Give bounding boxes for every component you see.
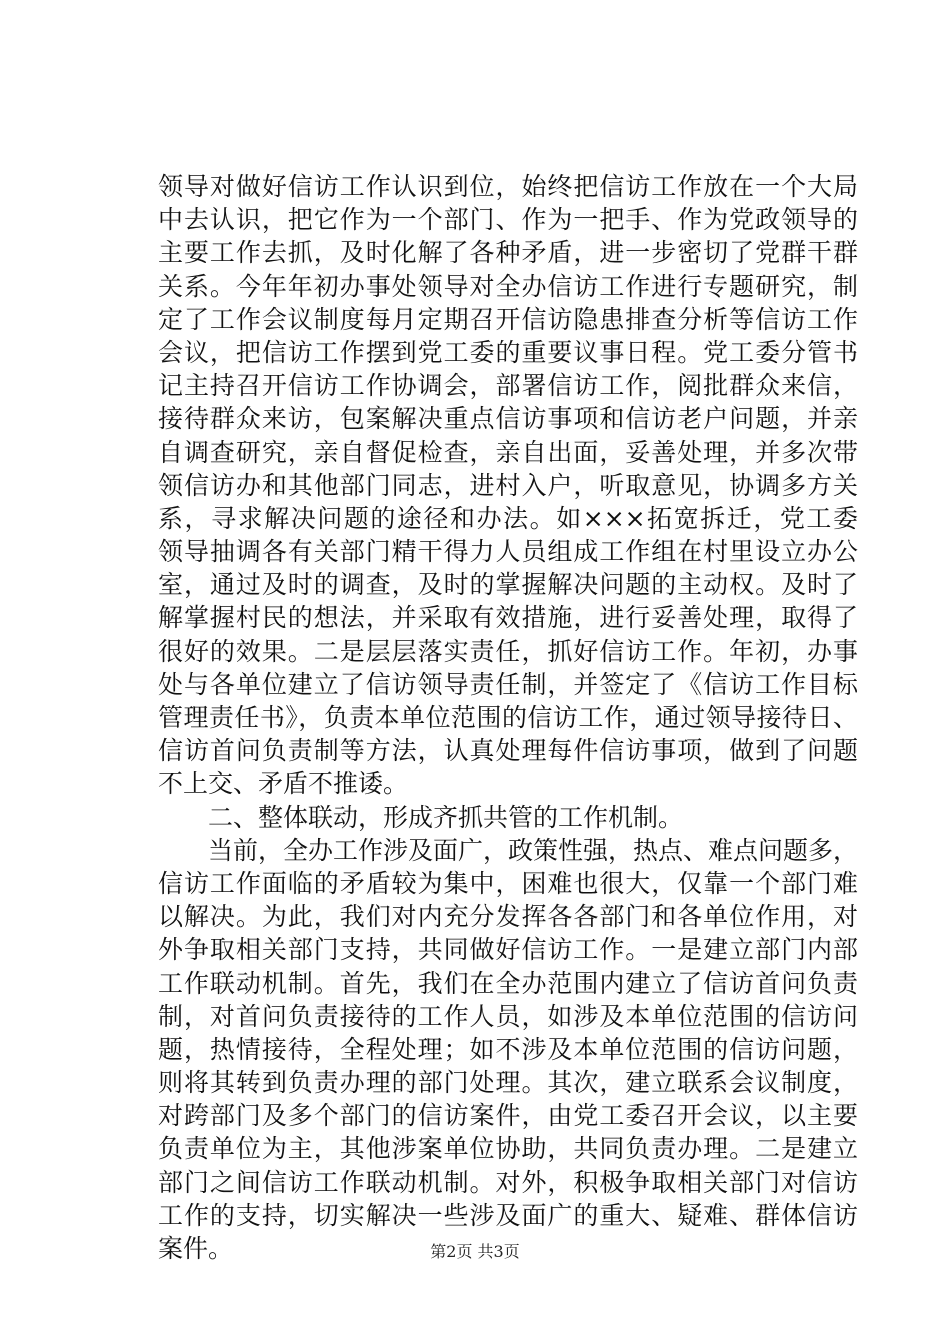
text-line: 部门之间信访工作联动机制。对外，积极争取相关部门对信访 <box>158 1167 858 1197</box>
text-line: 信访首问负责制等方法，认真处理每件信访事项，做到了问题 <box>158 736 858 766</box>
text-line: 信访工作面临的矛盾较为集中，困难也很大，仅靠一个部门难 <box>158 868 858 898</box>
page-number-footer: 第2页 共3页 <box>430 1242 520 1261</box>
text-line: 自调查研究，亲自督促检查，亲自出面，妥善处理，并多次带 <box>158 437 858 467</box>
document-body <box>158 170 858 1265</box>
text-line: 主要工作去抓，及时化解了各种矛盾，进一步密切了党群干群 <box>158 238 858 268</box>
text-line: 会议，把信访工作摆到党工委的重要议事日程。党工委分管书 <box>158 337 858 367</box>
text-line: 当前，全办工作涉及面广，政策性强，热点、难点问题多， <box>158 835 858 865</box>
text-line: 领信访办和其他部门同志，进村入户，听取意见，协调多方关 <box>158 470 858 500</box>
section-heading: 二、整体联动，形成齐抓共管的工作机制。 <box>158 802 684 832</box>
text-line: 系，寻求解决问题的途径和办法。如×××拓宽拆迁，党工委 <box>158 503 858 533</box>
text-line: 不上交、矛盾不推诿。 <box>158 769 409 799</box>
text-line: 室，通过及时的调查，及时的掌握解决问题的主动权。及时了 <box>158 570 858 600</box>
text-line: 很好的效果。二是层层落实责任，抓好信访工作。年初，办事 <box>158 636 858 666</box>
text-line: 以解决。为此，我们对内充分发挥各各部门和各单位作用，对 <box>158 902 858 932</box>
text-line: 记主持召开信访工作协调会，部署信访工作，阅批群众来信， <box>158 371 858 401</box>
text-line: 领导对做好信访工作认识到位，始终把信访工作放在一个大局 <box>158 172 858 201</box>
text-line: 中去认识，把它作为一个部门、作为一把手、作为党政领导的 <box>158 205 858 235</box>
text-line: 案件。 <box>158 1234 234 1263</box>
text-line: 负责单位为主，其他涉案单位协助，共同负责办理。二是建立 <box>158 1134 858 1164</box>
text-line: 则将其转到负责办理的部门处理。其次，建立联系会议制度， <box>158 1068 858 1098</box>
text-line: 工作的支持，切实解决一些涉及面广的重大、疑难、群体信访 <box>158 1200 858 1230</box>
text-line: 制，对首问负责接待的工作人员，如涉及本单位范围的信访问 <box>158 1001 858 1031</box>
text-line: 管理责任书》，负责本单位范围的信访工作，通过领导接待日、 <box>158 703 858 732</box>
text-line: 接待群众来访，包案解决重点信访事项和信访老户问题，并亲 <box>158 404 858 434</box>
text-line: 解掌握村民的想法，并采取有效措施，进行妥善处理，取得了 <box>158 603 858 633</box>
text-line: 领导抽调各有关部门精干得力人员组成工作组在村里设立办公 <box>158 537 858 567</box>
text-line: 工作联动机制。首先，我们在全办范围内建立了信访首问负责 <box>158 968 858 998</box>
text-line: 外争取相关部门支持，共同做好信访工作。一是建立部门内部 <box>158 935 858 965</box>
text-line: 题，热情接待，全程处理；如不涉及本单位范围的信访问题， <box>158 1034 858 1064</box>
text-line: 处与各单位建立了信访领导责任制，并签定了《信访工作目标 <box>158 669 858 699</box>
text-line: 对跨部门及多个部门的信访案件，由党工委召开会议，以主要 <box>158 1101 858 1131</box>
text-line: 定了工作会议制度每月定期召开信访隐患排查分析等信访工作 <box>158 304 858 334</box>
text-line: 关系。今年年初办事处领导对全办信访工作进行专题研究，制 <box>158 271 858 301</box>
